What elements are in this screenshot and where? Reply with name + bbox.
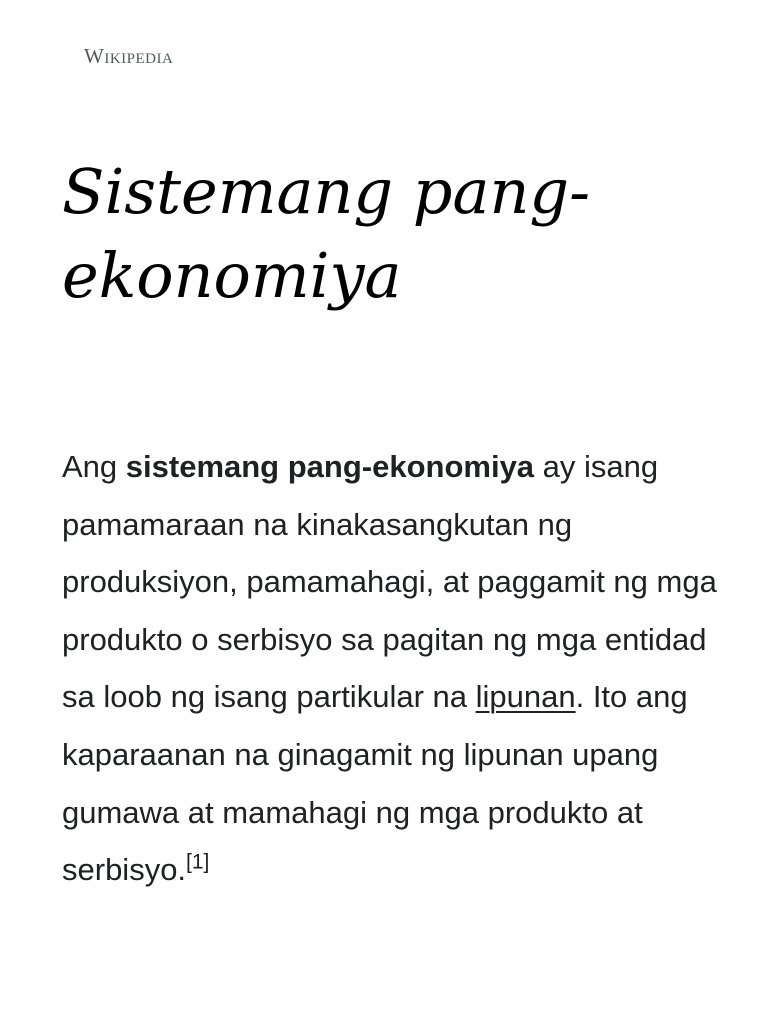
reference-link[interactable]: [1]: [186, 850, 210, 874]
intro-lead: Ang: [62, 449, 126, 484]
intro-term: sistemang pang-ekonomiya: [125, 449, 535, 484]
intro-text-1: ay isang pamamaraan na kinakasangkutan ng produksiyon, pamamahagi, at paggamit ng mga produkto o serbisyo sa pagitan ng mga entidad sa loob ng isang partikular na: [62, 449, 717, 715]
lipunan-link[interactable]: lipunan: [475, 679, 576, 715]
intro-paragraph: [62, 438, 722, 899]
page-title: Sistemang pang-ekonomiya: [62, 155, 591, 312]
wikipedia-wordmark[interactable]: Wikipedia: [84, 43, 174, 68]
intro-text-2: . Ito ang kaparaanan na ginagamit ng lipunan upang gumawa at mamahagi ng mga produkto at serbisyo.: [62, 679, 688, 888]
site-header: [84, 42, 173, 70]
